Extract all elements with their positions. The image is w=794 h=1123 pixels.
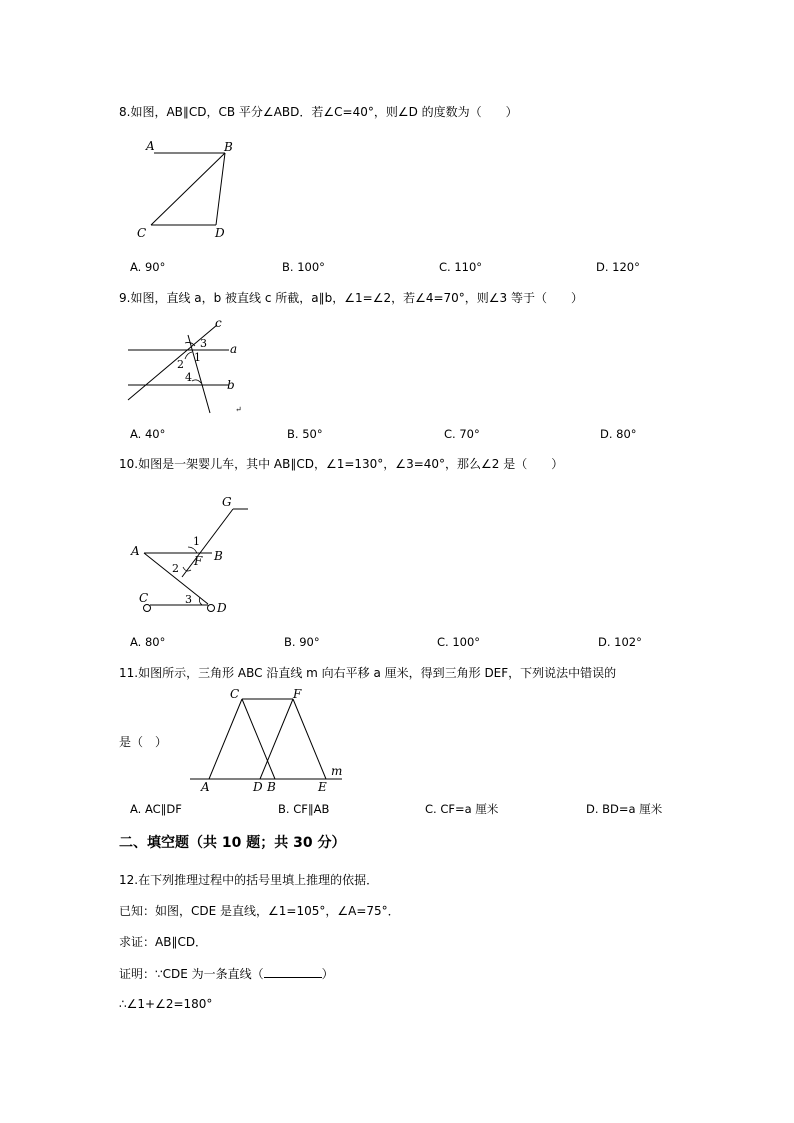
q9-option-c[interactable]: C. 70° [444, 427, 480, 441]
q11-label-e: E [318, 780, 327, 794]
q11-label-b: B [267, 780, 276, 794]
svg-text:↵: ↵ [235, 405, 242, 414]
q11-figure [185, 683, 350, 798]
q9-option-d[interactable]: D. 80° [600, 427, 637, 441]
q9-figure [125, 315, 250, 420]
q12-stem: 12.在下列推理过程中的括号里填上推理的依据． [119, 873, 379, 887]
section-heading: 二、填空题（共 10 题；共 30 分） [119, 835, 346, 851]
q10-angle-2: 2 [172, 562, 179, 575]
q9-label-b: b [227, 378, 235, 392]
q12-step-2: ∴∠1+∠2=180° [119, 997, 213, 1011]
q8-option-c[interactable]: C. 110° [439, 260, 483, 274]
q8-label-b: B [224, 140, 233, 154]
q11-label-a: A [201, 780, 210, 794]
q10-angle-1: 1 [193, 535, 200, 548]
q10-option-a[interactable]: A. 80° [130, 635, 166, 649]
q9-option-b[interactable]: B. 50° [287, 427, 323, 441]
q12-prove: 求证：AB∥CD． [119, 935, 208, 949]
q11-option-d[interactable]: D. BD=a 厘米 [586, 802, 663, 816]
q9-label-c: c [215, 316, 222, 330]
q8-option-a[interactable]: A. 90° [130, 260, 166, 274]
q10-label-a: A [131, 544, 140, 558]
q11-label-c: C [230, 687, 240, 701]
q9-angle-2: 2 [177, 358, 184, 371]
q12-proof-start: 证明：∵CDE 为一条直线（ [119, 967, 264, 981]
q8-label-c: C [137, 226, 147, 240]
q11-option-b[interactable]: B. CF∥AB [278, 802, 330, 816]
q9-angle-1: 1 [194, 351, 201, 364]
q8-option-d[interactable]: D. 120° [596, 260, 640, 274]
q11-label-m: m [331, 764, 343, 778]
q11-label-d: D [253, 780, 263, 794]
q12-proof-end: ） [321, 967, 334, 981]
q10-label-c: C [139, 591, 149, 605]
q11-option-a[interactable]: A. AC∥DF [130, 802, 182, 816]
q10-figure [128, 495, 253, 620]
q8-option-b[interactable]: B. 100° [282, 260, 325, 274]
q11-stem-continued: 是（ ） [119, 735, 168, 749]
q12-given: 已知：如图，CDE 是直线，∠1=105°，∠A=75°． [119, 904, 400, 918]
q9-angle-4: 4 [185, 371, 192, 384]
q11-label-f: F [293, 687, 302, 701]
q9-angle-3: 3 [200, 337, 207, 350]
q10-option-d[interactable]: D. 102° [598, 635, 642, 649]
q10-label-d: D [217, 601, 227, 615]
q9-stem: 9.如图，直线 a，b 被直线 c 所截，a∥b，∠1=∠2，若∠4=70°，则∠3 等于（ ） [119, 291, 584, 305]
q10-label-f: F [194, 554, 203, 568]
q8-stem: 8.如图，AB∥CD，CB 平分∠ABD．若∠C=40°，则∠D 的度数为（ ） [119, 105, 518, 119]
q10-option-b[interactable]: B. 90° [284, 635, 320, 649]
q8-figure [135, 135, 245, 245]
q10-stem: 10.如图是一架婴儿车，其中 AB∥CD，∠1=130°，∠3=40°，那么∠2 是（ ） [119, 457, 564, 471]
q9-label-a: a [230, 342, 238, 356]
q8-label-a: A [146, 139, 155, 153]
q12-answer-blank[interactable] [264, 965, 322, 978]
q11-option-c[interactable]: C. CF=a 厘米 [425, 802, 499, 816]
q10-angle-3: 3 [185, 593, 192, 606]
q10-option-c[interactable]: C. 100° [437, 635, 481, 649]
q9-option-a[interactable]: A. 40° [130, 427, 166, 441]
q10-label-g: G [222, 495, 232, 509]
q10-label-b: B [214, 549, 223, 563]
q8-label-d: D [215, 226, 225, 240]
q11-stem: 11.如图所示，三角形 ABC 沿直线 m 向右平移 a 厘米，得到三角形 DEF，下列说法中错误的 [119, 666, 617, 680]
q12-proof-line [119, 965, 334, 982]
